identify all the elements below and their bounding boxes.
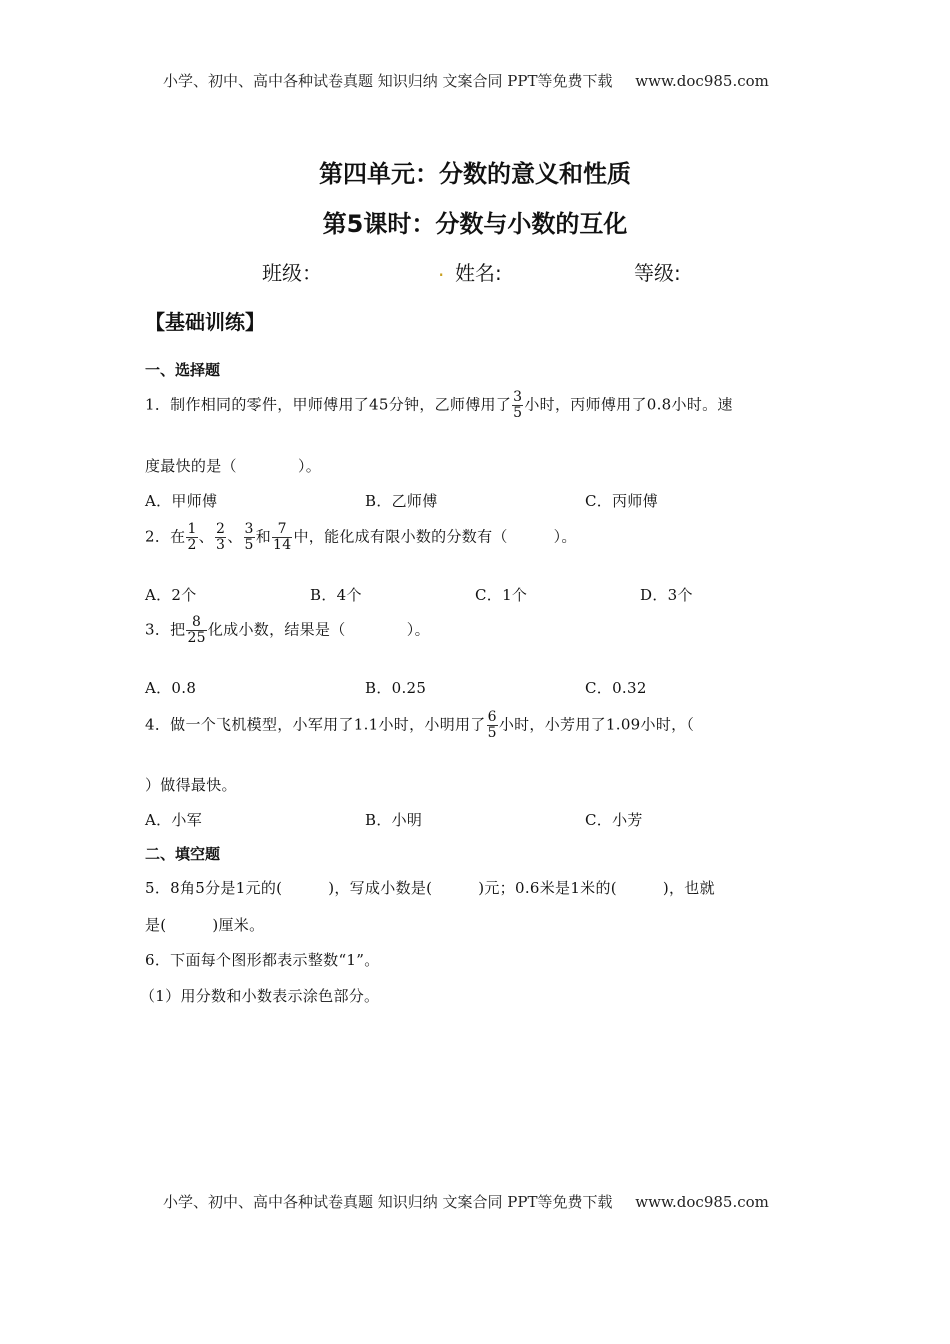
frac-denominator: 25 [187, 630, 206, 646]
page-header [163, 70, 769, 91]
frac-numerator: 7 [277, 521, 287, 537]
q5-line1: 5．8角5分是1元的( )，写成小数是( )元；0.6米是1米的( )，也就 [145, 879, 715, 897]
frac-denominator: 14 [273, 537, 292, 553]
frac-numerator: 2 [215, 521, 226, 537]
q2-fraction-1 [186, 522, 197, 553]
q4-fraction [487, 710, 498, 741]
info-dot: . [438, 257, 445, 281]
q1-fraction [512, 390, 523, 421]
frac-numerator: 6 [487, 709, 497, 725]
q2-fraction-2 [215, 522, 226, 553]
frac-denominator: 5 [513, 405, 523, 421]
frac-numerator: 8 [192, 614, 202, 630]
grade-label: 等级: [634, 261, 681, 285]
q5-line2: 是( )厘米。 [145, 916, 265, 934]
q4-option-b: B．小明 [365, 811, 423, 829]
q2-option-d: D．3个 [640, 586, 693, 604]
q4-option-a: A．小军 [145, 811, 203, 829]
name-label: 姓名: [455, 261, 502, 285]
q3-option-c: C．0.32 [585, 679, 647, 697]
class-label: 班级： [262, 261, 322, 285]
lesson-title: 第5课时：分数与小数的互化 [322, 210, 628, 238]
q2-option-c: C．1个 [475, 586, 528, 604]
frac-denominator: 5 [487, 725, 497, 741]
q1-line2: 度最快的是（ ）。 [145, 457, 322, 475]
q2-text-a: 2．在 [145, 527, 186, 546]
frac-numerator: 3 [244, 521, 254, 537]
q6-line2: （1）用分数和小数表示涂色部分。 [140, 987, 380, 1005]
q2-text-b: 中，能化成有限小数的分数有（ ）。 [293, 527, 577, 546]
frac-numerator: 1 [187, 521, 197, 537]
q4-text-a: 4．做一个飞机模型，小军用了1.1小时，小明用了 [145, 715, 486, 734]
header-url: www.doc985.com [635, 72, 769, 90]
frac-denominator: 5 [244, 537, 254, 553]
q2-fraction-3 [244, 522, 255, 553]
part2-heading: 二、填空题 [145, 845, 221, 863]
header-text: 小学、初中、高中各种试卷真题 知识归纳 文案合同 PPT等免费下载 [163, 72, 613, 90]
section-heading: 【基础训练】 [145, 310, 265, 334]
q1-text-a: 1．制作相同的零件，甲师傅用了45分钟，乙师傅用了 [145, 395, 512, 414]
footer-text: 小学、初中、高中各种试卷真题 知识归纳 文案合同 PPT等免费下载 [163, 1193, 613, 1211]
page-footer [163, 1191, 769, 1212]
frac-denominator: 3 [215, 537, 226, 553]
q3-line1 [145, 615, 430, 646]
q2-sep-1: 、 [198, 527, 214, 546]
q6-line1: 6．下面每个图形都表示整数“1”。 [145, 951, 380, 969]
q3-option-a: A．0.8 [145, 679, 197, 697]
q1-text-b: 小时，丙师傅用了0.8小时。速 [524, 395, 733, 414]
part1-heading: 一、选择题 [145, 361, 221, 379]
q4-option-c: C．小芳 [585, 811, 643, 829]
q2-sep-2: 、 [227, 527, 243, 546]
q1-option-c: C．丙师傅 [585, 492, 658, 510]
q3-text-b: 化成小数，结果是（ ）。 [207, 620, 430, 639]
footer-url: www.doc985.com [635, 1193, 769, 1211]
frac-numerator: 3 [513, 389, 523, 405]
q2-option-b: B．4个 [310, 586, 362, 604]
unit-title: 第四单元：分数的意义和性质 [319, 160, 631, 188]
q3-option-b: B．0.25 [365, 679, 427, 697]
q1-option-a: A．甲师傅 [145, 492, 218, 510]
q2-sep-3: 和 [255, 527, 272, 546]
q3-fraction [186, 615, 206, 646]
frac-denominator: 2 [187, 537, 197, 553]
q2-line1 [145, 522, 577, 553]
q4-text-b: 小时，小芳用了1.09小时，（ [498, 715, 695, 734]
q1-line1 [145, 390, 733, 421]
q1-option-b: B．乙师傅 [365, 492, 438, 510]
q4-line1 [145, 710, 694, 741]
q3-text-a: 3．把 [145, 620, 186, 639]
q2-fraction-4 [272, 522, 292, 553]
q4-line2: ）做得最快。 [145, 776, 237, 794]
q2-option-a: A．2个 [145, 586, 197, 604]
